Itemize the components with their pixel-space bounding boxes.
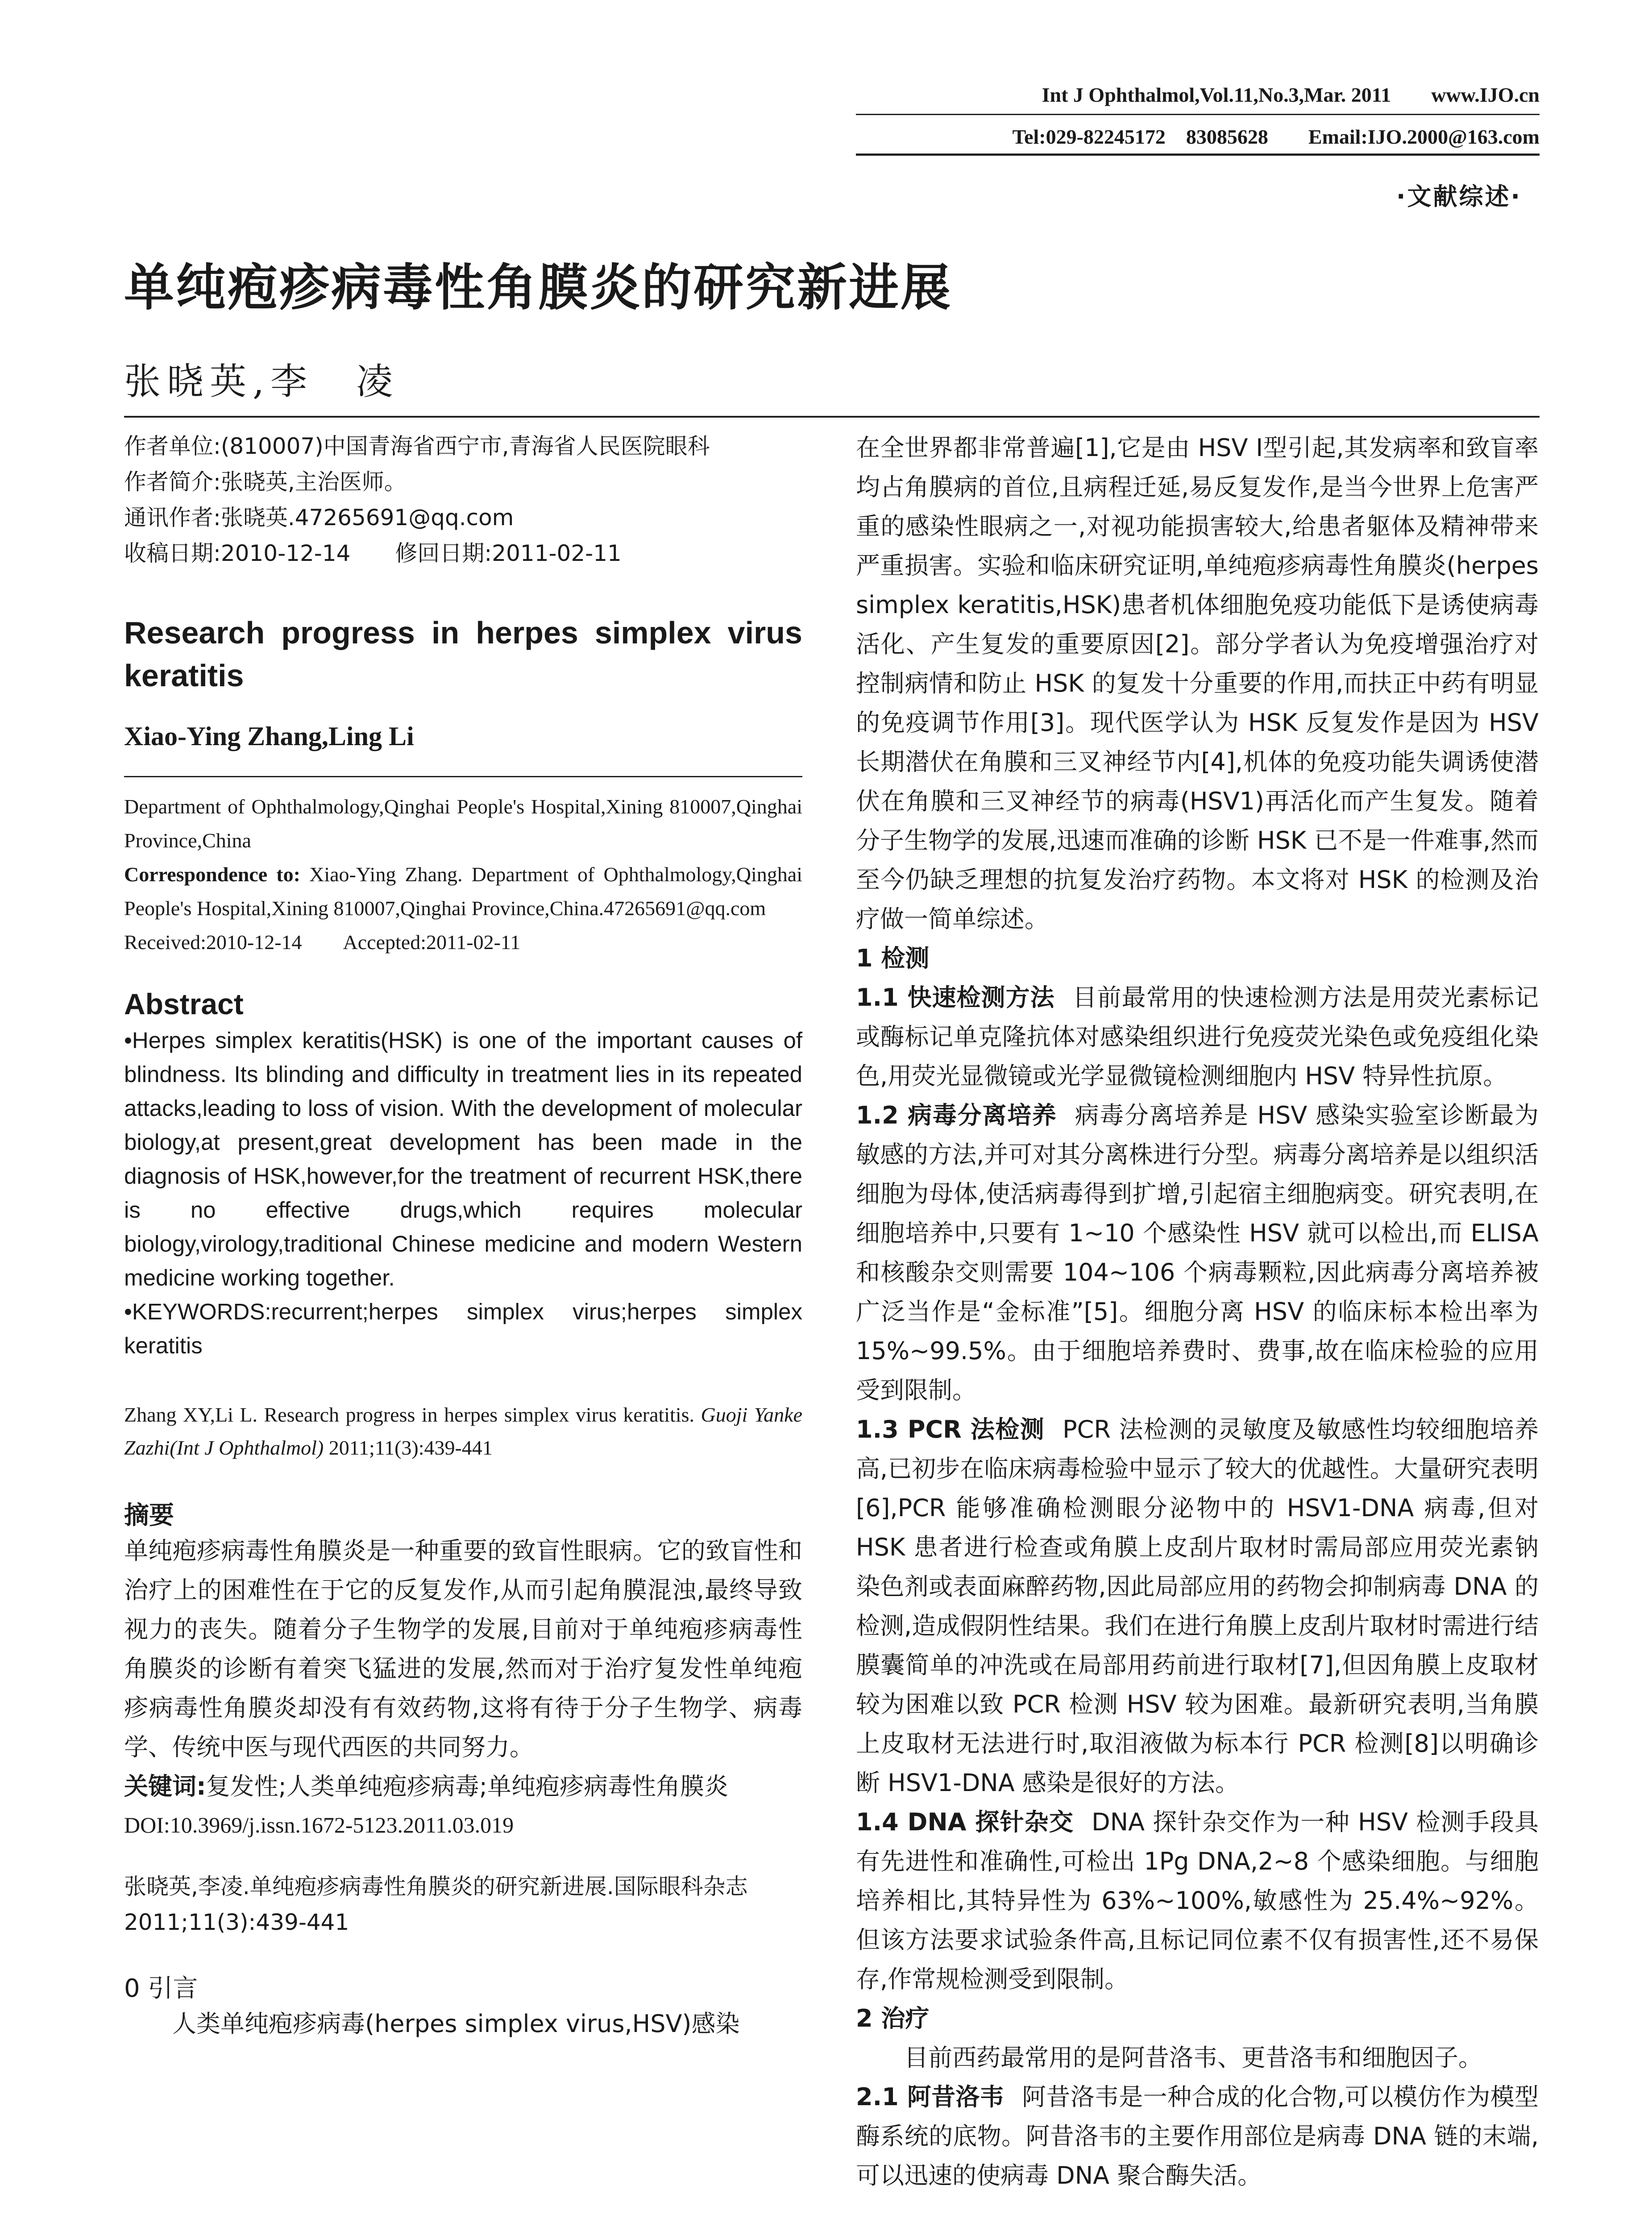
author-bio-zh: 作者简介:张晓英,主治医师。 <box>124 469 407 495</box>
section-1-4-heading: 1.4 DNA 探针杂交 <box>856 1808 1074 1836</box>
journal-email: Email:IJO.2000@163.com <box>1308 125 1540 148</box>
intro-heading: 0 引言 <box>124 1974 198 2003</box>
abstract-zh-heading: 摘要 <box>124 1501 174 1530</box>
section-2-1-text: 阿昔洛韦是一种合成的化合物,可以模仿作为模型酶系统的底物。阿昔洛韦的主要作用部位是病毒 DNA 链的末端,可以迅速的使病毒 DNA 聚合酶失活。 <box>856 2083 1539 2190</box>
section-1-3 <box>856 1410 1539 1803</box>
intro-text-left: 人类单纯疱疹病毒(herpes simplex virus,HSV)感染 <box>172 2010 740 2038</box>
abstract-heading: Abstract <box>124 987 244 1020</box>
section-1-2-heading: 1.2 病毒分离培养 <box>856 1101 1057 1129</box>
affiliation-zh: 作者单位:(810007)中国青海省西宁市,青海省人民医院眼科 <box>124 433 710 459</box>
abstract-zh-text: 单纯疱疹病毒性角膜炎是一种重要的致盲性眼病。它的致盲性和治疗上的困难性在于它的反复发作,从而引起角膜混浊,最终导致视力的丧失。随着分子生物学的发展,目前对于单纯疱疹病毒性角膜炎的诊断有着突飞猛进的发展,然而对于治疗复发性单纯疱疹病毒性角膜炎却没有有效药物,这将有待于分子生物学、病毒学、传统中医与现代西医的共同努力。 <box>124 1537 802 1761</box>
correspondence-zh: 通讯作者:张晓英.47265691@qq.com <box>124 505 514 531</box>
section-1-1-text: 目前最常用的快速检测方法是用荧光素标记或酶标记单克隆抗体对感染组织进行免疫荧光染色或免疫组化染色,用荧光显微镜或光学显微镜检测细胞内 HSV 特异性抗原。 <box>856 983 1539 1090</box>
doi: DOI:10.3969/j.issn.1672-5123.2011.03.019 <box>124 1812 514 1837</box>
header-rule-top <box>856 114 1540 115</box>
keywords-zh-label: 关键词: <box>124 1772 206 1800</box>
citation-zh: 张晓英,李凌.单纯疱疹病毒性角膜炎的研究新进展.国际眼科杂志 2011;11(3):439-441 <box>124 1874 748 1935</box>
section-2-1 <box>856 2078 1539 2195</box>
header-rule-bottom <box>856 153 1540 156</box>
correspondence-en <box>124 858 802 925</box>
section-2-text: 目前西药最常用的是阿昔洛韦、更昔洛韦和细胞因子。 <box>904 2044 1482 2072</box>
section-1-1-heading: 1.1 快速检测方法 <box>856 983 1055 1012</box>
article-title-zh: 单纯疱疹病毒性角膜炎的研究新进展 <box>124 259 952 317</box>
correspondence-label: Correspondence to: <box>124 863 300 886</box>
department-en: Department of Ophthalmology,Qinghai People's Hospital,Xining 810007,Qinghai Province,China <box>124 795 802 852</box>
authors-rule <box>124 776 802 777</box>
left-column <box>124 428 802 2044</box>
section-1-3-heading: 1.3 PCR 法检测 <box>856 1415 1045 1443</box>
section-1-2 <box>856 1096 1539 1410</box>
journal-header-line1 <box>1042 83 1540 107</box>
right-column <box>856 428 1539 2195</box>
section-tag: ·文献综述· <box>1396 182 1522 211</box>
keywords-zh-text: 复发性;人类单纯疱疹病毒;单纯疱疹病毒性角膜炎 <box>206 1772 728 1800</box>
dates-en: Received:2010-12-14 Accepted:2011-02-11 <box>124 931 521 954</box>
journal-header-line2 <box>1013 120 1540 150</box>
section-1-1 <box>856 978 1539 1096</box>
abstract-keywords: •KEYWORDS:recurrent;herpes simplex virus;herpes simplex keratitis <box>124 1299 802 1358</box>
correspondence-text: Xiao-Ying Zhang. Department of Ophthalmology,Qinghai People's Hospital,Xining 810007,Qinghai Province,China.47265691@qq.com <box>124 863 802 920</box>
article-authors-en: Xiao-Ying Zhang,Ling Li <box>124 722 414 751</box>
abstract-text: •Herpes simplex keratitis(HSK) is one of the important causes of blindness. Its blinding and difficulty in treatment lies in its repeated attacks,leading to loss of vision. With the development of molecular biology,at present,great development has been made in the diagnosis of HSK,however,for the treatment of recurrent HSK,there is no effective drugs,which requires molecular biology,virology,traditional Chinese medicine and modern Western medicine working together. <box>124 1028 802 1290</box>
citation-en <box>124 1398 802 1464</box>
section-2-1-heading: 2.1 阿昔洛韦 <box>856 2083 1004 2111</box>
title-rule <box>124 416 1540 418</box>
section-1-2-text: 病毒分离培养是 HSV 感染实验室诊断最为敏感的方法,并可对其分离株进行分型。病毒分离培养是以组织活细胞为母体,使活病毒得到扩增,引起宿主细胞病变。研究表明,在细胞培养中,只要有 1~10 个感染性 HSV 就可以检出,而 ELISA 和核酸杂交则需要 104~106 个病毒颗粒,因此病毒分离培养被广泛当作是“金标准”[5]。细胞分离 HSV 的临床标本检出率为 15%~99.5%。由于细胞培养费时、费事,故在临床检验的应用受到限制。 <box>856 1101 1539 1404</box>
journal-tel: Tel:029-82245172 83085628 <box>1012 125 1268 148</box>
article-title-en: Research progress in herpes simplex virus keratitis <box>124 615 802 693</box>
section-1-3-text: PCR 法检测的灵敏度及敏感性均较细胞培养高,已初步在临床病毒检验中显示了较大的优越性。大量研究表明[6],PCR 能够准确检测眼分泌物中的 HSV1-DNA 病毒,但对 HSK 患者进行检查或角膜上皮刮片取材时需局部应用荧光素钠染色剂或表面麻醉药物,因此局部应用的药物会抑制病毒 DNA 的检测,造成假阴性结果。我们在进行角膜上皮刮片取材时需进行结膜囊简单的冲洗或在局部用药前进行取材[7],但因角膜上皮取材较为困难以致 PCR 检测 HSV 较为困难。最新研究表明,当角膜上皮取材无法进行时,取泪液做为标本行 PCR 检测[8]以明确诊断 HSV1-DNA 感染是很好的方法。 <box>856 1415 1539 1797</box>
journal-info: Int J Ophthalmol,Vol.11,No.3,Mar. 2011 <box>1042 83 1391 106</box>
section-1-4-text: DNA 探针杂交作为一种 HSV 检测手段具有先进性和准确性,可检出 1Pg DNA,2~8 个感染细胞。与细胞培养相比,其特异性为 63%~100%,敏感性为 25.4%~92%。但该方法要求试验条件高,且标记同位素不仅有损害性,还不易保存,作常规检测受到限制。 <box>856 1808 1539 1993</box>
section-1-heading: 1 检测 <box>856 944 930 972</box>
section-2-heading: 2 治疗 <box>856 2004 930 2032</box>
citation-ref: 2011;11(3):439-441 <box>328 1436 493 1459</box>
section-1-4 <box>856 1803 1539 1999</box>
citation-journal: Guoji Yanke Zazhi(Int J Ophthalmol) <box>124 1403 802 1459</box>
keywords-zh <box>124 1767 802 1806</box>
dates-zh: 收稿日期:2010-12-14 修回日期:2011-02-11 <box>124 540 622 566</box>
intro-text-right: 在全世界都非常普遍[1],它是由 HSV Ⅰ型引起,其发病率和致盲率均占角膜病的首位,且病程迁延,易反复发作,是当今世界上危害严重的感染性眼病之一,对视功能损害较大,给患者躯体及精神带来严重损害。实验和临床研究证明,单纯疱疹病毒性角膜炎(herpes simplex keratitis,HSK)患者机体细胞免疫功能低下是诱使病毒活化、产生复发的重要原因[2]。部分学者认为免疫增强治疗对控制病情和防止 HSK 的复发十分重要的作用,而扶正中药有明显的免疫调节作用[3]。现代医学认为 HSK 反复发作是因为 HSV 长期潜伏在角膜和三叉神经节内[4],机体的免疫功能失调诱使潜伏在角膜和三叉神经节的病毒(HSV1)再活化而产生复发。随着分子生物学的发展,迅速而准确的诊断 HSK 已不是一件难事,然而至今仍缺乏理想的抗复发治疗药物。本文将对 HSK 的检测及治疗做一简单综述。 <box>856 434 1539 933</box>
citation-text: Zhang XY,Li L. Research progress in herpes simplex virus keratitis. <box>124 1403 695 1426</box>
journal-website: www.IJO.cn <box>1431 83 1540 106</box>
article-authors-zh: 张晓英,李 凌 <box>124 361 399 403</box>
